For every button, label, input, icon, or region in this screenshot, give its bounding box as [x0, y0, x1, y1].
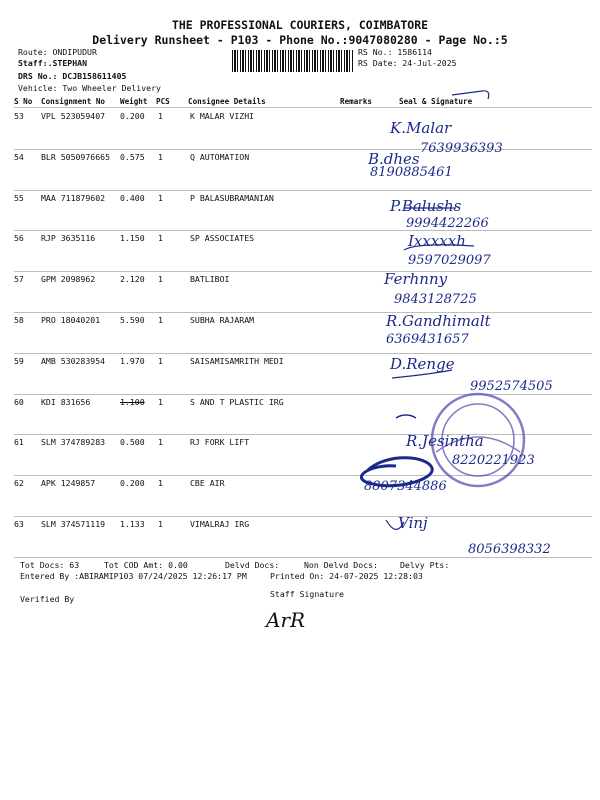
delivery-points: Delvy Pts: [400, 560, 450, 570]
row-pcs: 1 [158, 519, 163, 529]
handwritten-phone: 9994422266 [406, 216, 489, 231]
row-pcs: 1 [158, 355, 163, 366]
row-sno: 57 [14, 274, 24, 285]
row-consignment-no: MAA 711879602 [41, 192, 106, 203]
row-weight: 1.970 [120, 355, 145, 366]
row-pcs: 1 [158, 437, 163, 448]
handwritten-signature: Ixxxxxh [408, 232, 466, 250]
route-label: Route: ONDIPUDUR [18, 47, 97, 57]
total-cod-amount: Tot COD Amt: 0.00 [104, 560, 188, 570]
row-weight: 1.100 [120, 396, 145, 407]
row-consignment-no: RJP 3635116 [41, 233, 96, 244]
handwritten-signature: D.Renge [390, 355, 455, 373]
row-weight: 0.200 [120, 111, 145, 121]
row-consignment-no: KDI 831656 [41, 396, 91, 407]
row-consignee: VIMALRAJ IRG [190, 519, 250, 529]
rs-date: RS Date: 24-Jul-2025 [358, 58, 457, 68]
entered-by: Entered By :ABIRAMIP103 07/24/2025 12:26:17 PM [20, 571, 247, 581]
staff-signature-label: Staff Signature [270, 589, 344, 599]
col-weight: Weight [120, 97, 148, 106]
row-sno: 62 [14, 478, 24, 489]
handwritten-phone: 7639936393 [420, 141, 503, 156]
handwritten-signature: P.Balushs [390, 197, 462, 215]
handwritten-signature: R.Gandhimalt [386, 312, 491, 330]
printed-on: Printed On: 24-07-2025 12:28:03 [270, 571, 423, 581]
row-sno: 59 [14, 355, 24, 366]
col-sno: S No [14, 97, 33, 106]
row-consignee: SP ASSOCIATES [190, 233, 255, 244]
delivered-docs: Delvd Docs: [225, 560, 280, 570]
col-consignee: Consignee Details [188, 97, 266, 106]
row-pcs: 1 [158, 396, 163, 407]
handwritten-signature: K.Malar [390, 119, 452, 137]
row-sno: 58 [14, 315, 24, 325]
row-consignee: CBE AIR [190, 478, 225, 489]
row-sno: 53 [14, 111, 24, 121]
handwritten-phone: 6369431657 [386, 332, 469, 347]
col-remarks: Remarks [340, 97, 373, 106]
verified-by-label: Verified By [20, 594, 75, 604]
vehicle-label: Vehicle: Two Wheeler Delivery [18, 83, 161, 93]
row-pcs: 1 [158, 315, 163, 325]
row-pcs: 1 [158, 233, 163, 244]
total-docs: Tot Docs: 63 [20, 560, 80, 570]
row-weight: 1.150 [120, 233, 145, 244]
row-pcs: 1 [158, 274, 163, 285]
row-consignee: Q AUTOMATION [190, 151, 250, 162]
row-sno: 55 [14, 192, 24, 203]
row-consignment-no: AMB 530283954 [41, 355, 106, 366]
row-pcs: 1 [158, 478, 163, 489]
row-weight: 0.500 [120, 437, 145, 448]
row-consignee: K MALAR VIZHI [190, 111, 255, 121]
runsheet-subtitle: Delivery Runsheet - P103 - Phone No.:9047080280 - Page No.:5 [92, 33, 508, 47]
row-sno: 61 [14, 437, 24, 448]
handwritten-phone: 8220221923 [452, 453, 535, 468]
col-consignment: Consignment No [41, 97, 106, 106]
col-signature: Seal & Signature [399, 97, 473, 106]
row-consignee: P BALASUBRAMANIAN [190, 192, 274, 203]
handwritten-phone: 9952574505 [470, 379, 553, 394]
col-pcs: PCS [156, 97, 170, 106]
row-weight: 1.133 [120, 519, 145, 529]
row-sno: 63 [14, 519, 24, 529]
row-consignment-no: APK 1249857 [41, 478, 96, 489]
row-sno: 54 [14, 151, 24, 162]
row-pcs: 1 [158, 151, 163, 162]
row-pcs: 1 [158, 111, 163, 121]
handwritten-phone: 9843128725 [394, 292, 477, 307]
row-consignment-no: BLR 5050976665 [41, 151, 111, 162]
row-consignment-no: GPM 2098962 [41, 274, 96, 285]
row-weight: 0.400 [120, 192, 145, 203]
row-weight: 0.575 [120, 151, 145, 162]
row-consignment-no: VPL 523059407 [41, 111, 106, 121]
row-consignee: S AND T PLASTIC IRG [190, 396, 284, 407]
row-consignee: SUBHA RAJARAM [190, 315, 255, 325]
handwritten-signature: Vinj [398, 514, 428, 532]
company-title: THE PROFESSIONAL COURIERS, COIMBATORE [171, 18, 429, 32]
row-consignee: RJ FORK LIFT [190, 437, 250, 448]
row-sno: 60 [14, 396, 24, 407]
row-pcs: 1 [158, 192, 163, 203]
handwritten-signature: B.dhes [368, 150, 420, 168]
handwritten-phone: 8056398332 [468, 542, 551, 557]
row-consignment-no: PRO 18040201 [41, 315, 101, 325]
staff-signature-text: ArR [266, 608, 306, 632]
handwritten-signature: R.Jesintha [406, 432, 484, 450]
staff-label: Staff:.STEPHAN [18, 58, 88, 68]
non-delivered-docs: Non Delvd Docs: [304, 560, 378, 570]
handwritten-signature: Ferhnny [384, 270, 448, 288]
row-consignee: SAISAMISAMRITH MEDI [190, 355, 284, 366]
row-consignee: BATLIBOI [190, 274, 230, 285]
drs-label: DRS No.: DCJB158611405 [18, 71, 127, 81]
handwritten-phone: 8190885461 [370, 165, 453, 180]
rs-number: RS No.: 1586114 [358, 47, 432, 57]
handwritten-phone: 9597029097 [408, 253, 491, 268]
row-consignment-no: SLM 374789283 [41, 437, 106, 448]
row-consignment-no: SLM 374571119 [41, 519, 106, 529]
row-sno: 56 [14, 233, 24, 244]
row-weight: 2.120 [120, 274, 145, 285]
handwritten-phone: 8807344886 [364, 479, 447, 494]
row-weight: 5.590 [120, 315, 145, 325]
row-weight: 0.200 [120, 478, 145, 489]
